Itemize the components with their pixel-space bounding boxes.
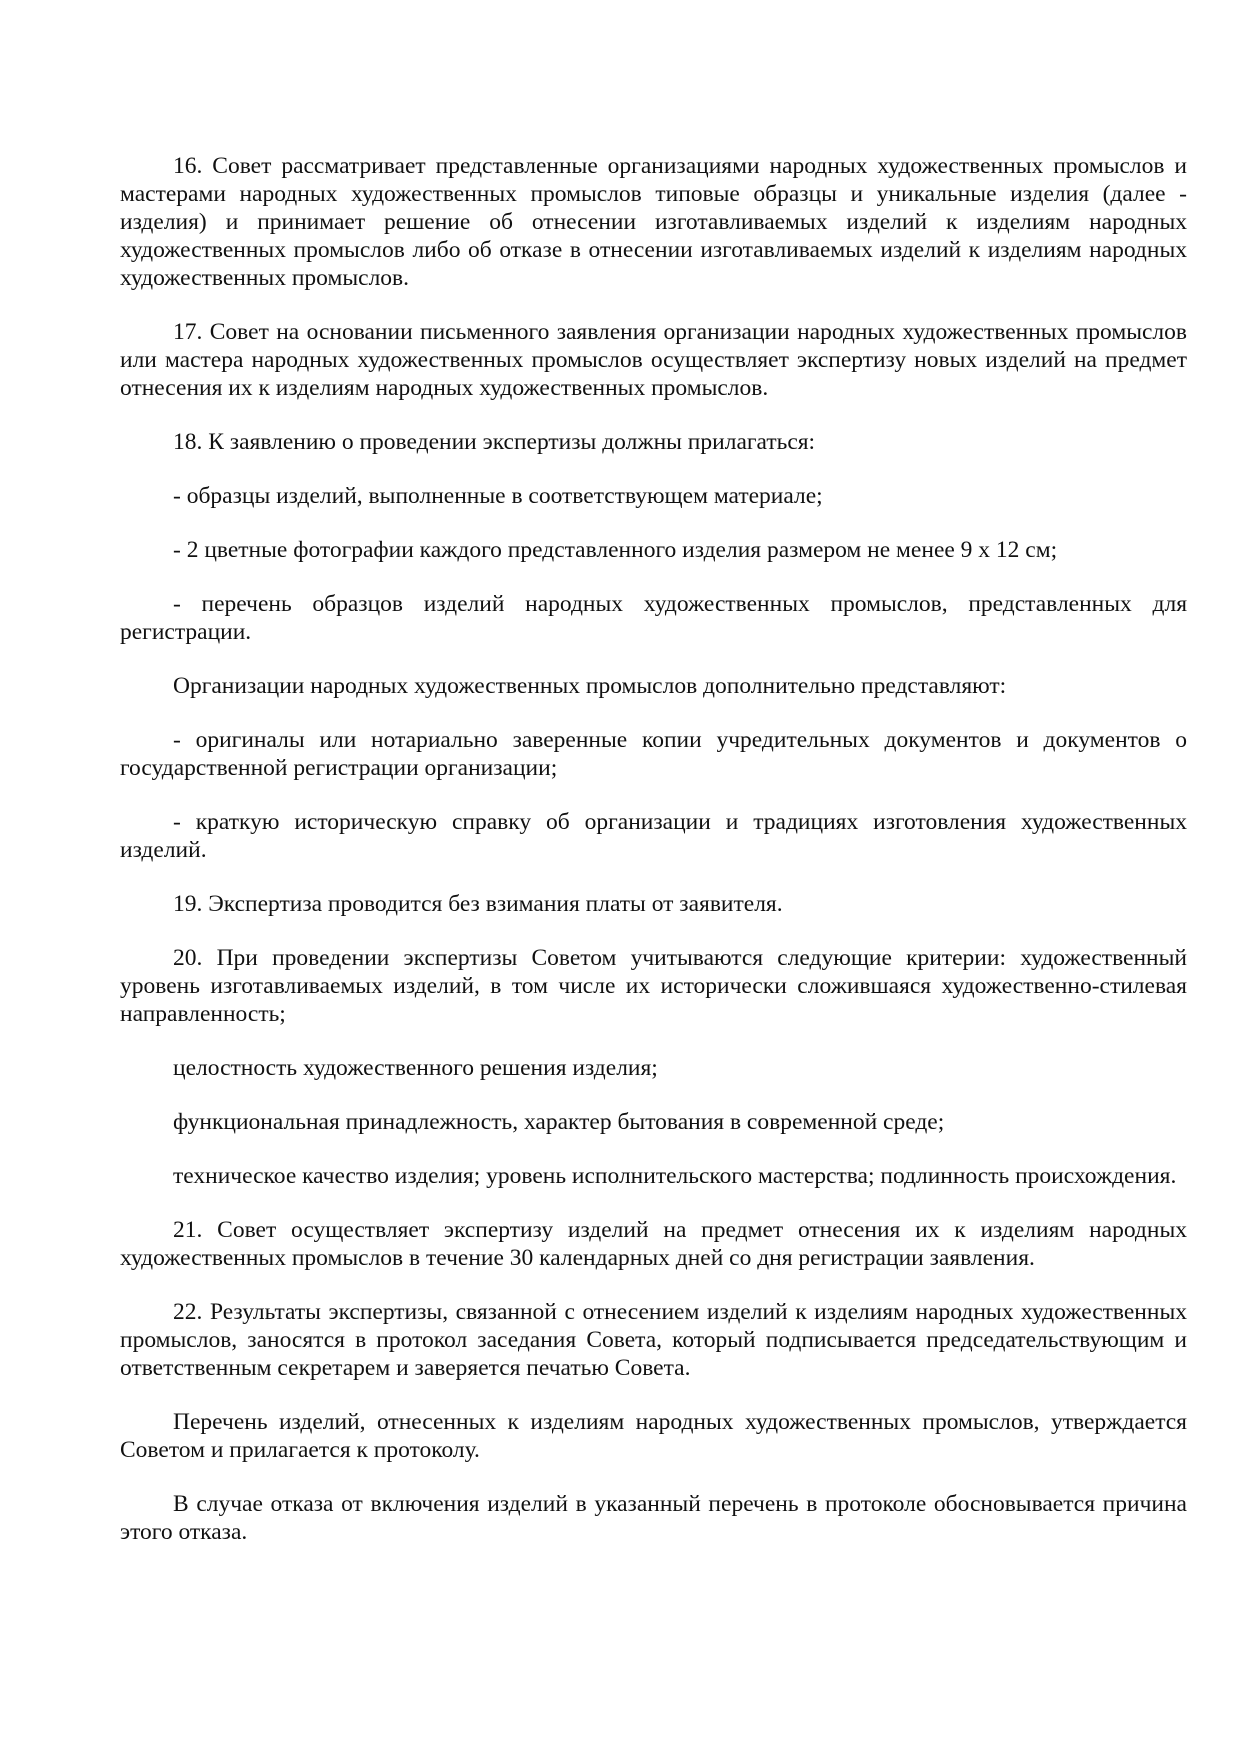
paragraph-22: 22. Результаты экспертизы, связанной с отнесением изделий к изделиям народных художественных промыслов, заносятся в протокол заседания Совета, который подписывается председательствующим и ответственным секретарем и заверяется печатью Совета. bbox=[120, 1299, 1187, 1381]
paragraph-18: 18. К заявлению о проведении экспертизы должны прилагаться: bbox=[173, 429, 816, 455]
paragraph-21: 21. Совет осуществляет экспертизу изделий на предмет отнесения их к изделиям народных художественных промыслов в течение 30 календарных дней со дня регистрации заявления. bbox=[120, 1217, 1187, 1271]
paragraph-20: 20. При проведении экспертизы Советом учитываются следующие критерии: художественный уровень изготавливаемых изделий, в том числе их исторически сложившаяся художественно-стилевая направленность; bbox=[120, 945, 1187, 1027]
list-item-historical-note: - краткую историческую справку об организации и традициях изготовления художественных изделий. bbox=[120, 809, 1187, 863]
criterion-functionality: функциональная принадлежность, характер бытования в современной среде; bbox=[173, 1109, 945, 1135]
criterion-technical-quality: техническое качество изделия; уровень исполнительского мастерства; подлинность происхождения. bbox=[173, 1163, 1177, 1189]
document-body bbox=[120, 152, 1187, 1546]
paragraph-19: 19. Экспертиза проводится без взимания платы от заявителя. bbox=[173, 891, 783, 917]
paragraph-organizations-additional: Организации народных художественных промыслов дополнительно представляют: bbox=[173, 673, 1007, 699]
paragraph-refusal-reason: В случае отказа от включения изделий в указанный перечень в протоколе обосновывается причина этого отказа. bbox=[120, 1491, 1187, 1545]
paragraph-16: 16. Совет рассматривает представленные организациями народных художественных промыслов и мастерами народных художественных промыслов типовые образцы и уникальные изделия (далее - изделия) и принимает решение об отнесении изготавливаемых изделий к изделиям народных художественных промыслов либо об отказе в отнесении изготавливаемых изделий к изделиям народных художественных промыслов. bbox=[120, 153, 1187, 291]
criterion-integrity: целостность художественного решения изделия; bbox=[173, 1055, 658, 1081]
paragraph-17: 17. Совет на основании письменного заявления организации народных художественных промыслов или мастера народных художественных промыслов осуществляет экспертизу новых изделий на предмет отнесения их к изделиям народных художественных промыслов. bbox=[120, 319, 1187, 401]
list-item-samples: - образцы изделий, выполненные в соответствующем материале; bbox=[173, 483, 823, 509]
list-item-sample-list: - перечень образцов изделий народных художественных промыслов, представленных для регистрации. bbox=[120, 591, 1187, 645]
list-item-photos: - 2 цветные фотографии каждого представленного изделия размером не менее 9 х 12 см; bbox=[173, 537, 1058, 563]
list-item-founding-documents: - оригиналы или нотариально заверенные копии учредительных документов и документов о государственной регистрации организации; bbox=[120, 727, 1187, 781]
paragraph-list-approval: Перечень изделий, отнесенных к изделиям народных художественных промыслов, утверждается Советом и прилагается к протоколу. bbox=[120, 1409, 1187, 1463]
